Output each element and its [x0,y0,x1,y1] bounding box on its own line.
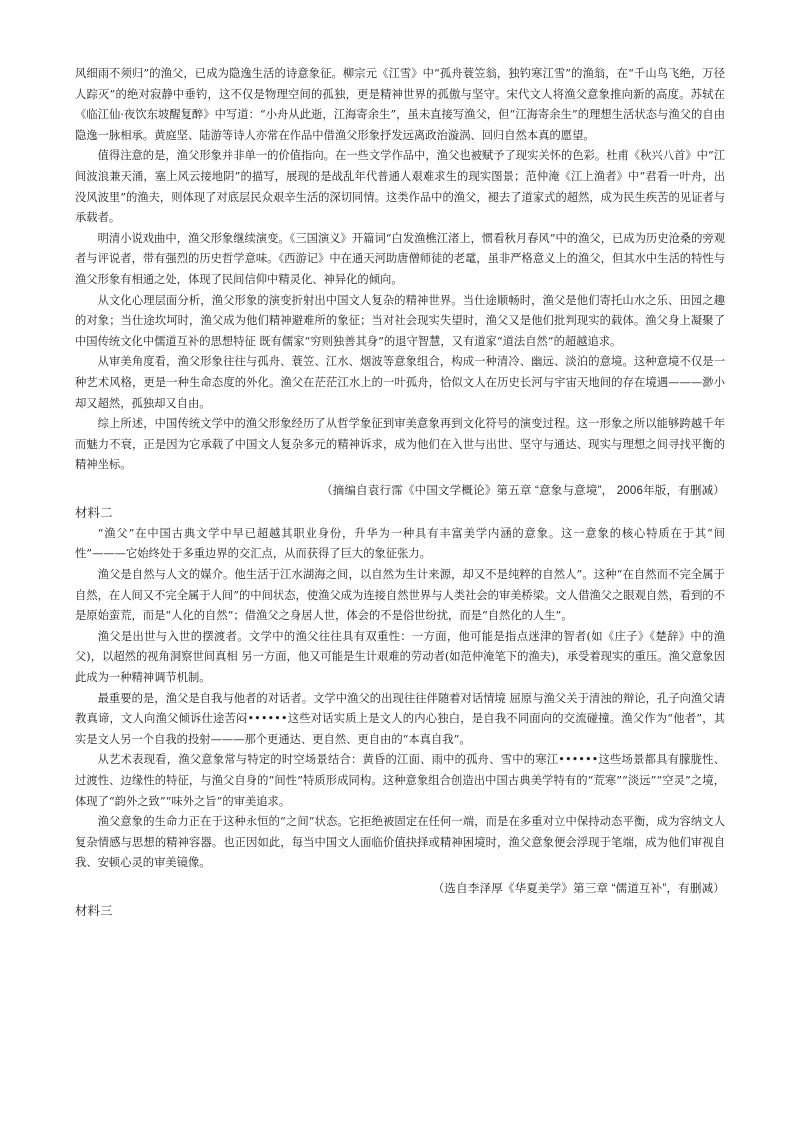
material-one-paragraph-4: 从文化心理层面分析，渔父形象的演变折射出中国文人复杂的精神世界。当仕途顺畅时，渔父是他们寄托山水之乐、田园之趣的对象；当仕途坎坷时，渔父成为他们精神避难所的象征；当对社会现实失望时，渔父又是他们批判现实的载体。渔父身上凝聚了中国传统文化中儒道互补的思想特征 既有儒家“穷则独善其身”的退守智慧，又有道家“道法自然”的超越追求。 [75,293,725,348]
material-one-paragraph-3: 明清小说戏曲中，渔父形象继续演变。《三国演义》开篇词“白发渔樵江渚上，惯看秋月春风”中的渔父，已成为历史沧桑的旁观者与评说者，带有强烈的历史哲学意味。《西游记》中在通天河助唐僧师徒的老鼋，虽非严格意义上的渔父，但其水中生活的特性与渔父形象有相通之处，体现了民间信仰中精灵化、神异化的倾向。 [75,231,725,286]
material-two-paragraph-1: “渔父”在中国古典文学中早已超越其职业身份，升华为一种具有丰富美学内涵的意象。这一意象的核心特质在于其“间性”———它始终处于多重边界的交汇点，从而获得了巨大的象征张力。 [75,526,725,561]
material-one-paragraph-5: 从审美角度看，渔父形象往往与孤舟、蓑笠、江水、烟波等意象组合，构成一种清冷、幽远、淡泊的意境。这种意境不仅是一种艺术风格，更是一种生命态度的外化。渔父在茫茫江水上的一叶孤舟，恰似文人在历史长河与宇宙天地间的存在境遇———渺小却又超然，孤独却又自由。 [75,355,725,410]
material-one-paragraph-1: 风细雨不须归”的渔父，已成为隐逸生活的诗意象征。柳宗元《江雪》中“孤舟蓑笠翁，独钓寒江雪”的渔翁，在“千山鸟飞绝，万径人踪灭”的绝对寂静中垂钓，这不仅是物理空间的孤独，更是精神世界的孤傲与坚守。宋代文人将渔父意象推向新的高度。苏轼在《临江仙·夜饮东坡醒复醉》中写道：“小舟从此逝，江海寄余生”，虽未直接写渔父，但“江海寄余生”的理想生活状态与渔父的自由隐逸一脉相承。黄庭坚、陆游等诗人亦常在作品中借渔父形象抒发远离政治漩涡、回归自然本真的愿望。 [75,67,725,142]
material-two-source: （选自李泽厚《华夏美学》第三章 “儒道互补”，有删减） [432,882,725,895]
material-one-source: （摘编自袁行霈《中国文学概论》第五章 “意象与意境”， 2006年版，有删减） [321,484,725,497]
material-one [75,64,725,502]
material-two-paragraph-4: 最重要的是，渔父是自我与他者的对话者。文学中渔父的出现往往伴随着对话情境 屈原与渔父关于清浊的辩论，孔子向渔父请教真谛，文人向渔父倾诉仕途苦闷••••••这些对话实质上是文人的内心独白，是自我不同面向的交流碰撞。渔父作为“他者”，其实是文人另一个自我的投射———那个更通达、更自然、更自由的“本真自我”。 [75,691,725,746]
material-three [75,900,725,922]
document-page [75,64,725,922]
material-two-paragraph-5: 从艺术表现看，渔父意象常与特定的时空场景结合：黄昏的江面、雨中的孤舟、雪中的寒江••••••这些场景都具有朦胧性、过渡性、边缘性的特征，与渔父自身的“间性”特质形成同构。这种意象组合创造出中国古典美学特有的“荒寒”“淡远”“空灵”之境，体现了“韵外之致”“味外之旨”的审美追求。 [75,753,725,808]
material-two-paragraph-6: 渔父意象的生命力正在于这种永恒的“之间”状态。它拒绝被固定在任何一端，而是在多重对立中保持动态平衡，成为容纳文人复杂情感与思想的精神容器。也正因如此，每当中国文人面临价值抉择或精神困境时，渔父意象便会浮现于笔端，成为他们审视自我、安顿心灵的审美镜像。 [75,815,725,870]
material-two-paragraph-3: 渔父是出世与入世的摆渡者。文学中的渔父往往具有双重性：一方面，他可能是指点迷津的智者(如《庄子》《楚辞》中的渔父)，以超然的视角洞察世间真相 另一方面，他又可能是生计艰难的劳动者(如范仲淹笔下的渔夫)，承受着现实的重压。渔父意象因此成为一种精神调节机制。 [75,629,725,685]
material-one-paragraph-2: 值得注意的是，渔父形象并非单一的价值指向。在一些文学作品中，渔父也被赋予了现实关怀的色彩。杜甫《秋兴八首》中“江间波浪兼天涌，塞上风云接地阴”的描写，展现的是战乱年代普通人艰难求生的现实图景；范仲淹《江上渔者》中“君看一叶舟，出没风波里”的渔夫，则体现了对底层民众艰辛生活的深切同情。这类作品中的渔父，褪去了道家式的超然，成为民生疾苦的见证者与承载者。 [75,149,725,225]
material-two-paragraph-2: 渔父是自然与人文的媒介。他生活于江水湖海之间，以自然为生计来源，却又不是纯粹的自然人”。这种“在自然而不完全属于自然，在人间又不完全属于人间”的中间状态，使渔父成为连接自然世界与人类社会的审美桥梁。文人借渔父之眼观自然，看到的不是原始蛮荒，而是“人化的自然”；借渔父之身居人世，体会的不是俗世纷扰，而是“自然化的人生”。 [75,568,725,623]
material-two-heading: 材料二 [75,505,113,520]
material-two [75,502,725,900]
material-one-paragraph-6: 综上所述，中国传统文学中的渔父形象经历了从哲学象征到审美意象再到文化符号的演变过程。这一形象之所以能够跨越千年而魅力不衰，正是因为它承载了中国文人复杂多元的精神诉求，成为他们在入世与出世、坚守与通达、现实与理想之间寻找平衡的精神坐标。 [75,417,725,472]
material-three-heading: 材料三 [75,903,113,918]
